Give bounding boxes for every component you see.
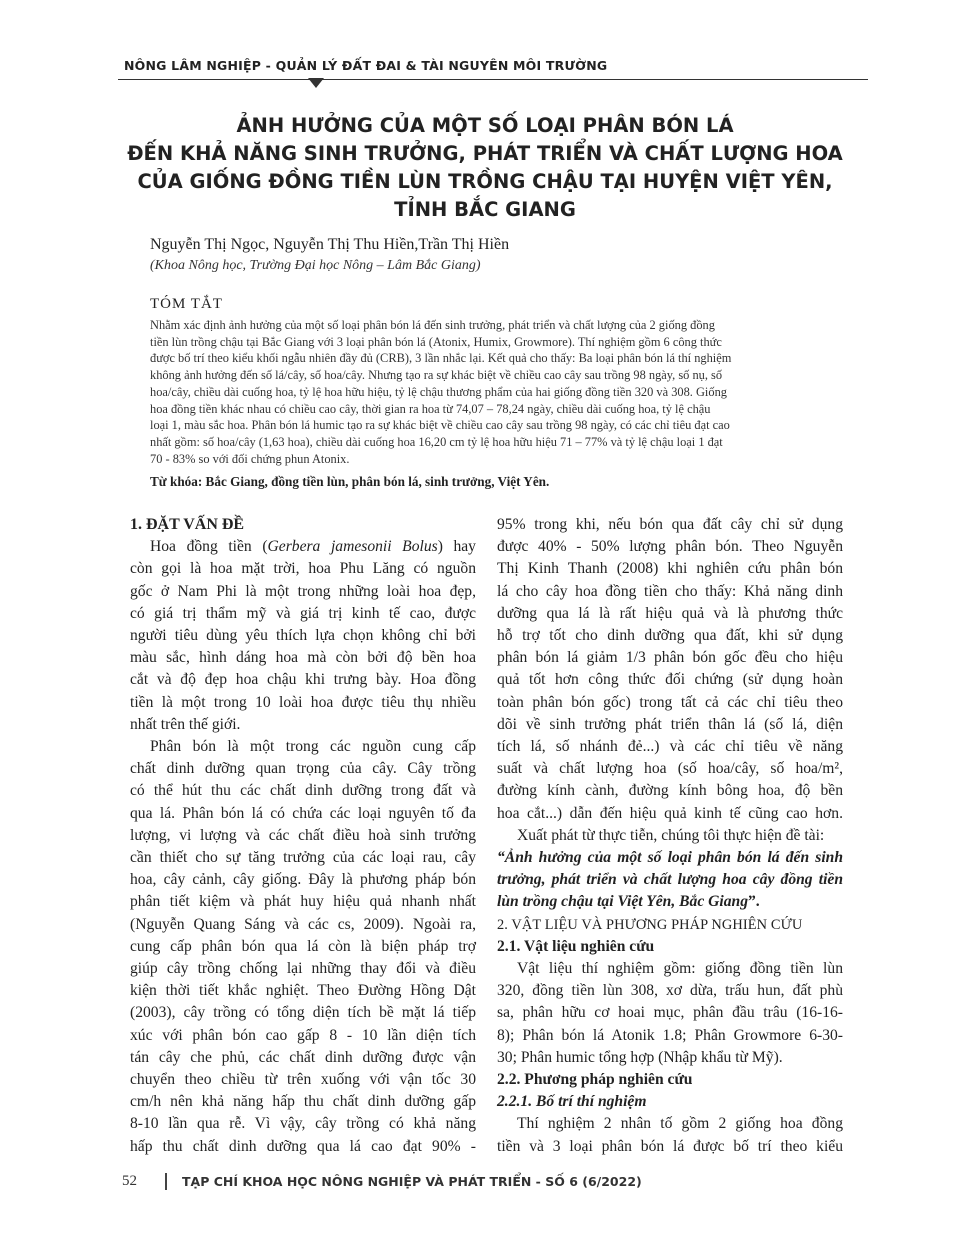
body-line: kiện thời tiết khắc nghiệt. Theo Đường Hồng Dật (130, 982, 476, 1000)
body-line: Vật liệu thí nghiệm gồm: giống đồng tiền lùn (517, 960, 843, 978)
text-run: ”. (748, 893, 760, 911)
body-line: 320, đồng tiền lùn 308, xơ dừa, trấu hun, đất phù (497, 982, 843, 1000)
body-line: 8-10 lần qua rễ. Vì vậy, cây trồng có khả năng (130, 1115, 476, 1133)
body-line: hoa, cây cảnh, cây giống. Đây là phương pháp bón (130, 871, 476, 889)
authors: Nguyễn Thị Ngọc, Nguyễn Thị Thu Hiền,Trần Thị Hiền (150, 236, 510, 253)
body-line: còn gọi là hoa mặt trời, hoa Phu Lăng có nguồn (130, 560, 476, 578)
body-line: Thí nghiệm 2 nhân tố gồm 2 giống hoa đồng (517, 1115, 843, 1133)
body-line: tiền và 3 loại phân bón lá được bố trí theo kiểu (497, 1137, 843, 1155)
species-name: Gerbera jamesonii Bolus (267, 538, 438, 556)
title-line: CỦA GIỐNG ĐỒNG TIỀN LÙN TRỒNG CHẬU TẠI HUYỆN VIỆT YÊN, (137, 170, 833, 193)
abstract-heading: TÓM TẮT (150, 296, 223, 312)
body-line: 30; Phân humic tổng hợp (Nhập khẩu từ Mỹ). (497, 1048, 783, 1066)
body-line: màu sắc, hình dáng hoa mà còn bởi độ bền hoa (130, 649, 476, 667)
footer-divider (165, 1173, 167, 1190)
body-line: được 40% - 50% lượng phân bón. Theo Nguyễn (497, 538, 843, 556)
abstract-body (150, 317, 845, 467)
subsection-heading: 2.2.1. Bố trí thí nghiệm (497, 1093, 647, 1111)
abstract-line: hoa/cây, chiều dài cuống hoa, tỷ lệ hoa hữu hiệu, tỷ lệ chậu thương phẩm của hai giống đồng tiền 320 và 308. Giống (150, 384, 727, 399)
section-label: NÔNG LÂM NGHIỆP - QUẢN LÝ ĐẤT ĐAI & TÀI NGUYÊN MÔI TRƯỜNG (124, 58, 608, 73)
header-rule (118, 79, 868, 80)
subsection-heading: 2.2. Phương pháp nghiên cứu (497, 1071, 693, 1089)
right-column (497, 514, 843, 1158)
body-line: giúp cây trồng chống lại những thay đổi và điều (130, 960, 476, 978)
body-line: (Nguyễn Quang Sáng và các cs, 2009). Ngoài ra, (130, 915, 476, 933)
body-line: Xuất phát từ thực tiễn, chúng tôi thực hiện đề tài: (517, 826, 825, 844)
body-line (130, 536, 476, 558)
body-line: có giá trị thẩm mỹ và giá trị kinh tế cao, được (130, 604, 476, 622)
section-heading: 2. VẬT LIỆU VÀ PHƯƠNG PHÁP NGHIÊN CỨU (497, 916, 803, 933)
left-column (130, 514, 476, 1158)
body-line: lượng, vi lượng và các chất điều hoà sinh trưởng (130, 826, 476, 844)
section-heading: 1. ĐẶT VẤN ĐỀ (130, 516, 245, 533)
body-line: sa, phân hữu cơ hoai mục, phân đầu trâu (16-16- (497, 1004, 843, 1022)
body-line: Phân bón là một trong các nguồn cung cấp (150, 738, 476, 756)
article-title (120, 112, 850, 224)
body-line: cần thiết cho sự tăng trưởng của các loại rau, cây (130, 849, 476, 867)
body-line: cm/h nên khả năng hấp thu chất dinh dưỡng gấp (130, 1093, 476, 1111)
body-line: người tiêu dùng yêu thích lựa chọn không chỉ bởi (130, 627, 476, 645)
header-notch-marker (308, 78, 324, 88)
abstract-line: không ảnh hưởng đến số lá/cây, số hoa/cây. Nhưng tạo ra sự khác biệt về chiều cao cây sau trồng 98 ngày, số nụ, số (150, 368, 723, 383)
body-line: phân tiết kiệm và phát huy hiệu quả nhanh nhất (130, 893, 476, 911)
topic-title-line: trưởng, phát triển và chất lượng hoa cây đồng tiền (497, 871, 843, 889)
body-line: cắt và độ đẹp hoa chậu khi trưng bày. Hoa đồng (130, 671, 476, 689)
body-line: quả tốt hơn công thức đối chứng (sử dụng hoàn (497, 671, 843, 689)
body-line: nhất trên thế giới. (130, 715, 241, 733)
text-run: Hoa đồng tiền ( (150, 538, 268, 556)
body-line: có thể hút thu các chất dinh dưỡng trong đất và (130, 782, 476, 800)
abstract-line: 70 - 83% so với đối chứng phun Atonix. (150, 451, 350, 466)
body-line: 8); Phân bón lá Atonik 1.8; Phân Growmore 6-30- (497, 1026, 843, 1044)
body-line: toàn phân bón gốc) trong tất cả các chỉ tiêu theo (497, 693, 843, 711)
abstract-line: nhất gồm: số hoa/cây (1,63 hoa), chiều dài cuống hoa 16,20 cm tỷ lệ hoa hữu hiệu 71 – 77% và tỷ lệ chậu loại 1 đạt (150, 434, 723, 449)
body-line: cung cấp phân bón qua lá còn là biện pháp trợ (130, 937, 476, 955)
topic-title-line: “Ảnh hưởng của một số loại phân bón lá đến sinh (497, 849, 843, 867)
text-run: ) hay (437, 538, 476, 556)
title-line: TỈNH BẮC GIANG (394, 198, 576, 221)
subsection-heading: 2.1. Vật liệu nghiên cứu (497, 937, 655, 955)
body-line: đường kính cành, đường kính bông hoa, độ bền (497, 782, 843, 800)
body-line: chuyển theo chiều từ trên xuống với vận tốc 30 (130, 1071, 476, 1089)
abstract-line: tiền lùn trồng chậu tại Bắc Giang với 3 loại phân bón lá (Atonix, Humix, Growmore). Thí nghiệm gồm 6 công thức (150, 334, 722, 349)
body-line: gốc ở Nam Phi là một trong những loài hoa đẹp, (130, 582, 476, 600)
abstract-line: được bố trí theo kiểu khối ngẫu nhiên đầy đủ (CRB), 3 lần nhắc lại. Kết quả cho thấy: Ba loại phân bón lá thí nghiệm (150, 351, 732, 366)
body-line: tán cây che phủ, các chất dinh dưỡng được vận (130, 1048, 476, 1066)
abstract-line: Nhằm xác định ảnh hưởng của một số loại phân bón lá đến sinh trưởng, phát triển và chất lượng của 2 giống đồng (150, 318, 715, 332)
running-header (118, 56, 868, 82)
body-line: phân bón lá giảm 1/3 phân bón gốc đều cho hiệu (497, 649, 843, 667)
text-run: lùn trồng chậu tại Việt Yên, Bắc Giang (497, 893, 748, 911)
abstract-line: hoa đồng tiền khác nhau có chiều cao cây, thời gian ra hoa từ 74,07 – 78,24 ngày, chiều dài cuống hoa, tỷ lệ chậu (150, 401, 711, 416)
body-line: suất và chất lượng hoa (số hoa/cây, số hoa/m², (497, 760, 843, 778)
body-line: chất dinh dưỡng quan trọng của cây. Cây trồng (130, 760, 476, 778)
body-line: tiền là một trong 10 loài hoa được tiêu thụ nhiều (130, 693, 476, 711)
page-number: 52 (122, 1173, 137, 1189)
body-line: hoa cắt...) dẫn đến hiệu quả kinh tế cũng cao hơn. (497, 804, 843, 822)
body-line: lá cho cây hoa đồng tiền cho thấy: Khả năng dinh (497, 582, 843, 600)
body-line: dõi về sinh trưởng phát triển thân lá (số lá, diện (497, 715, 843, 733)
keywords: Từ khóa: Bắc Giang, đồng tiền lùn, phân bón lá, sinh trưởng, Việt Yên. (150, 474, 550, 489)
body-line: (2003), cây trồng có tổng diện tích bề mặt lá tiếp (130, 1004, 476, 1022)
body-line: hấp thu chất dinh dưỡng qua lá cao đạt 90% - (130, 1137, 476, 1155)
affiliation: (Khoa Nông học, Trường Đại học Nông – Lâm Bắc Giang) (150, 258, 481, 273)
body-line: Thị Kinh Thanh (2008) khi nghiên cứu phân bón (497, 560, 843, 578)
body-line: tích lá, số nhánh đẻ...) và các chỉ tiêu về năng (497, 738, 843, 756)
body-line: dưỡng qua lá là rất hiệu quả và là phương thức (497, 604, 843, 622)
title-line: ẢNH HƯỞNG CỦA MỘT SỐ LOẠI PHÂN BÓN LÁ (236, 114, 734, 137)
journal-name: TẠP CHÍ KHOA HỌC NÔNG NGHIỆP VÀ PHÁT TRIỂN - SỐ 6 (6/2022) (182, 1174, 642, 1189)
body-line: qua lá. Phân bón lá có chứa các loại nguyên tố đa (130, 804, 476, 822)
body-line: xúc với phân bón cao gấp 8 - 10 lần diện tích (130, 1026, 476, 1044)
topic-title-line (497, 891, 843, 913)
title-line: ĐẾN KHẢ NĂNG SINH TRƯỞNG, PHÁT TRIỂN VÀ CHẤT LƯỢNG HOA (127, 142, 843, 165)
abstract-line: loại 1, màu sắc hoa. Phân bón lá humic tạo ra sự khác biệt về chiều cao cây sau trồng 98 ngày, có các chỉ tiêu đạt cao (150, 418, 730, 433)
body-line: 95% trong khi, nếu bón qua đất cây chỉ sử dụng (497, 516, 843, 533)
body-line: hỗ trợ tốt cho dinh dưỡng qua đất, khi sử dụng (497, 627, 843, 645)
